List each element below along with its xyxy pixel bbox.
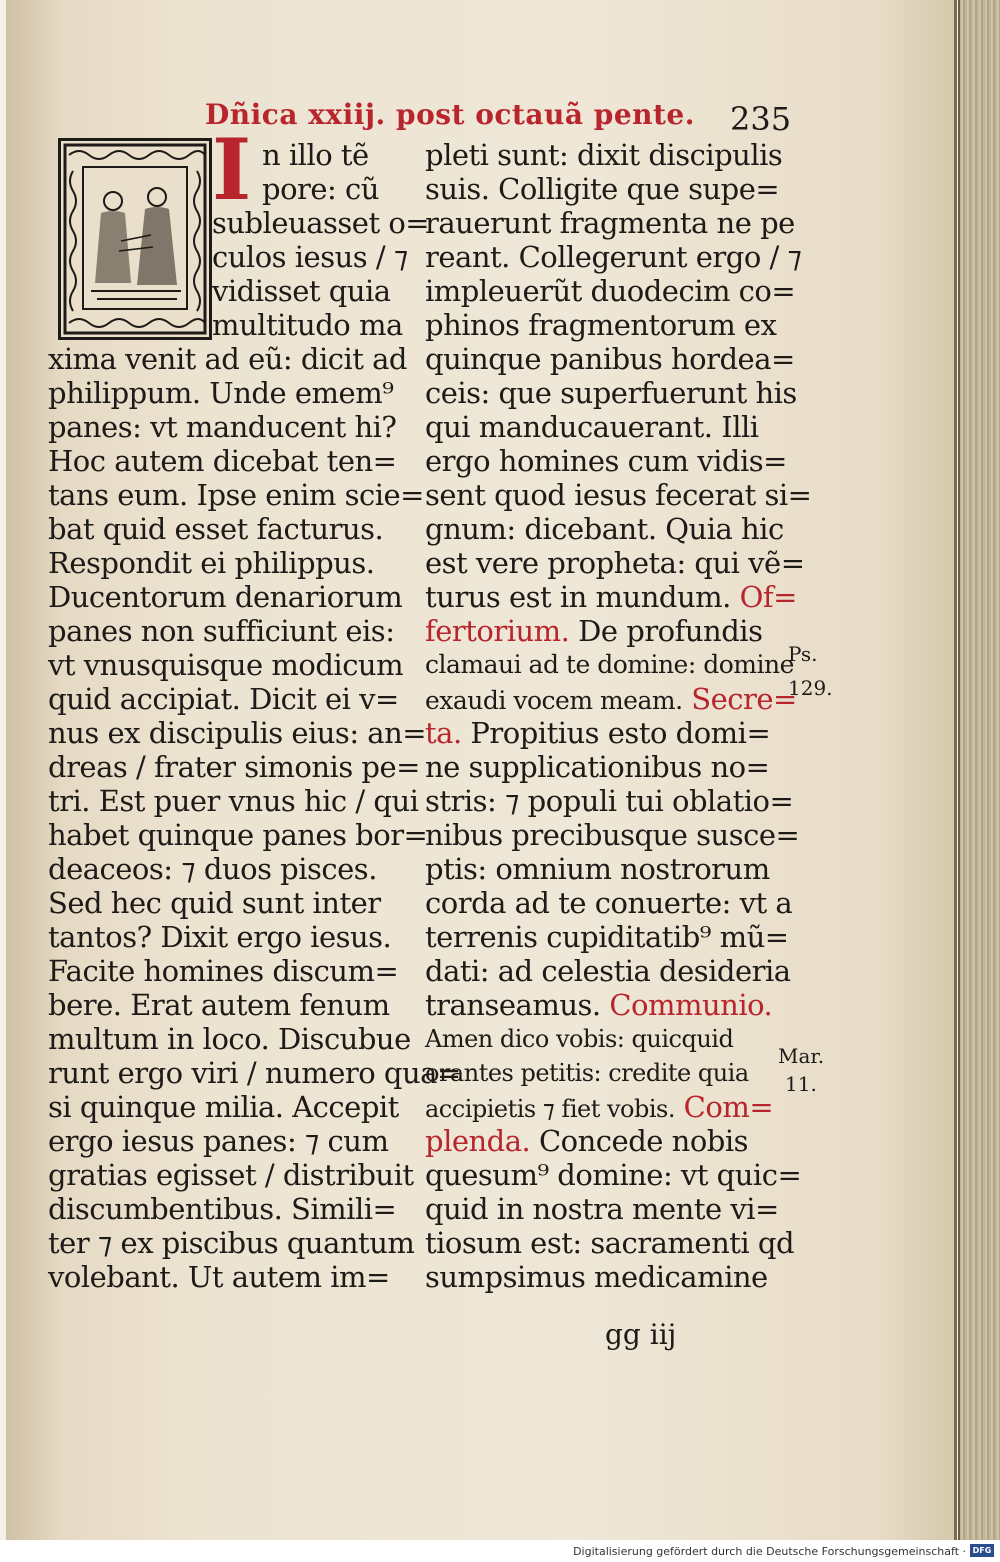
left-line-16: vt vnusquisque modicum [48, 648, 404, 682]
left-line-21: habet quinque panes bor= [48, 818, 428, 852]
right-line-23: corda ad te conuerte: vt a [425, 886, 793, 920]
left-line-1: n illo tẽ [262, 138, 369, 172]
signature-mark: gg iij [605, 1318, 677, 1351]
right-line-14 [425, 580, 797, 614]
left-line-11: tans eum. Ipse enim scie= [48, 478, 424, 512]
rubric-offertorium: fertorium. [425, 614, 570, 648]
right-line-18-text: Propitius esto domi= [461, 716, 771, 750]
left-line-24: tantos? Dixit ergo iesus. [48, 920, 392, 954]
left-line-3: subleuasset o= [212, 206, 430, 240]
left-line-5: vidisset quia [212, 274, 391, 308]
folio-number: 235 [730, 100, 792, 138]
left-line-9: panes: vt manducent hi? [48, 410, 397, 444]
right-line-12: gnum: dicebant. Quia hic [425, 512, 784, 546]
right-line-3: rauerunt fragmenta ne pe [425, 206, 795, 240]
right-line-34: sumpsimus medicamine [425, 1260, 768, 1294]
left-line-33: ter ⁊ ex piscibus quantum [48, 1226, 415, 1260]
running-title: Dñica xxiij. post octauã pente. [205, 98, 695, 131]
margin-note-ps: Ps. [788, 642, 818, 666]
right-line-30-text: Concede nobis [530, 1124, 748, 1158]
left-line-12: bat quid esset facturus. [48, 512, 384, 546]
red-initial: I [212, 120, 252, 219]
left-line-34: volebant. Ut autem im= [48, 1260, 390, 1294]
right-line-29 [425, 1090, 773, 1126]
right-line-28: orantes petitis: credite quia [425, 1059, 749, 1087]
margin-note-mar: Mar. [778, 1044, 825, 1068]
left-line-14: Ducentorum denariorum [48, 580, 403, 614]
margin-note-ps-number: 129. [788, 676, 833, 700]
left-line-23: Sed hec quid sunt inter [48, 886, 381, 920]
rubric-secreta-start: Secre= [682, 682, 797, 716]
rubric-complenda: plenda. [425, 1124, 531, 1158]
right-line-4: reant. Collegerunt ergo / ⁊ [425, 240, 802, 274]
left-line-2: pore: cũ [262, 172, 379, 206]
rubric-secreta: ta. [425, 716, 462, 750]
right-line-25: dati: ad celestia desideria [425, 954, 791, 988]
left-line-19: dreas / frater simonis pe= [48, 750, 420, 784]
left-line-28: runt ergo viri / numero qua= [48, 1056, 461, 1090]
left-line-29: si quinque milia. Accepit [48, 1090, 399, 1124]
left-line-31: gratias egisset / distribuit [48, 1158, 414, 1192]
margin-note-mar-number: 11. [785, 1072, 817, 1096]
right-line-29-text: accipietis ⁊ fiet vobis. [425, 1095, 675, 1123]
right-line-27: Amen dico vobis: quicquid [425, 1025, 734, 1053]
dfg-logo-icon: DFG [970, 1544, 994, 1557]
left-line-8: philippum. Unde emem⁹ [48, 376, 394, 410]
left-line-32: discumbentibus. Simili= [48, 1192, 397, 1226]
right-line-22: ptis: omnium nostrorum [425, 852, 770, 886]
left-line-27: multum in loco. Discubue [48, 1022, 411, 1056]
right-line-15 [425, 614, 762, 648]
right-line-14-text: turus est in mundum. [425, 580, 731, 614]
right-line-26 [425, 988, 772, 1022]
left-line-10: Hoc autem dicebat ten= [48, 444, 397, 478]
rubric-offertorium-start: Of= [730, 580, 797, 614]
right-line-11: sent quod iesus fecerat si= [425, 478, 812, 512]
left-line-7: xima venit ad eũ: dicit ad [48, 342, 407, 376]
rubric-communio: Communio. [600, 988, 773, 1022]
right-line-6: phinos fragmentorum ex [425, 308, 777, 342]
left-line-4: culos iesus / ⁊ [212, 240, 408, 274]
right-line-24: terrenis cupiditatib⁹ mũ= [425, 920, 789, 954]
right-line-33: tiosum est: sacramenti qd [425, 1226, 795, 1260]
right-line-30 [425, 1124, 748, 1158]
right-line-7: quinque panibus hordea= [425, 342, 795, 376]
right-line-8: ceis: que superfuerunt his [425, 376, 797, 410]
left-line-25: Facite homines discum= [48, 954, 399, 988]
left-line-26: bere. Erat autem fenum [48, 988, 390, 1022]
right-line-17 [425, 682, 797, 718]
right-line-10: ergo homines cum vidis= [425, 444, 787, 478]
left-line-30: ergo iesus panes: ⁊ cum [48, 1124, 389, 1158]
left-line-15: panes non sufficiunt eis: [48, 614, 395, 648]
right-line-31: quesum⁹ domine: vt quic= [425, 1158, 802, 1192]
rubric-complenda-start: Com= [674, 1090, 774, 1124]
right-line-18 [425, 716, 770, 750]
left-line-20: tri. Est puer vnus hic / qui [48, 784, 419, 818]
right-line-26-text: transeamus. [425, 988, 601, 1022]
right-line-9: qui manducauerant. Illi [425, 410, 759, 444]
right-line-20: stris: ⁊ populi tui oblatio= [425, 784, 794, 818]
left-line-17: quid accipiat. Dicit ei v= [48, 682, 399, 716]
right-line-13: est vere propheta: qui vẽ= [425, 546, 805, 580]
right-line-2: suis. Colligite que supe= [425, 172, 780, 206]
woodcut-illustration [58, 138, 212, 340]
right-line-15-text: De profundis [569, 614, 763, 648]
woodcut-image [61, 141, 209, 337]
right-line-21: nibus precibusque susce= [425, 818, 800, 852]
left-line-22: deaceos: ⁊ duos pisces. [48, 852, 377, 886]
left-line-13: Respondit ei philippus. [48, 546, 375, 580]
right-line-17-text: exaudi vocem meam. [425, 686, 683, 715]
right-line-5: impleuerũt duodecim co= [425, 274, 796, 308]
left-line-18: nus ex discipulis eius: an= [48, 716, 427, 750]
page-edges [958, 0, 1000, 1540]
right-line-1: pleti sunt: dixit discipulis [425, 138, 783, 172]
digitization-credit: Digitalisierung gefördert durch die Deutsche Forschungsgemeinschaft · [573, 1545, 966, 1558]
left-line-6: multitudo ma [212, 308, 403, 342]
right-line-19: ne supplicationibus no= [425, 750, 770, 784]
right-line-32: quid in nostra mente vi= [425, 1192, 779, 1226]
right-line-16: clamaui ad te domine: domine [425, 650, 794, 679]
